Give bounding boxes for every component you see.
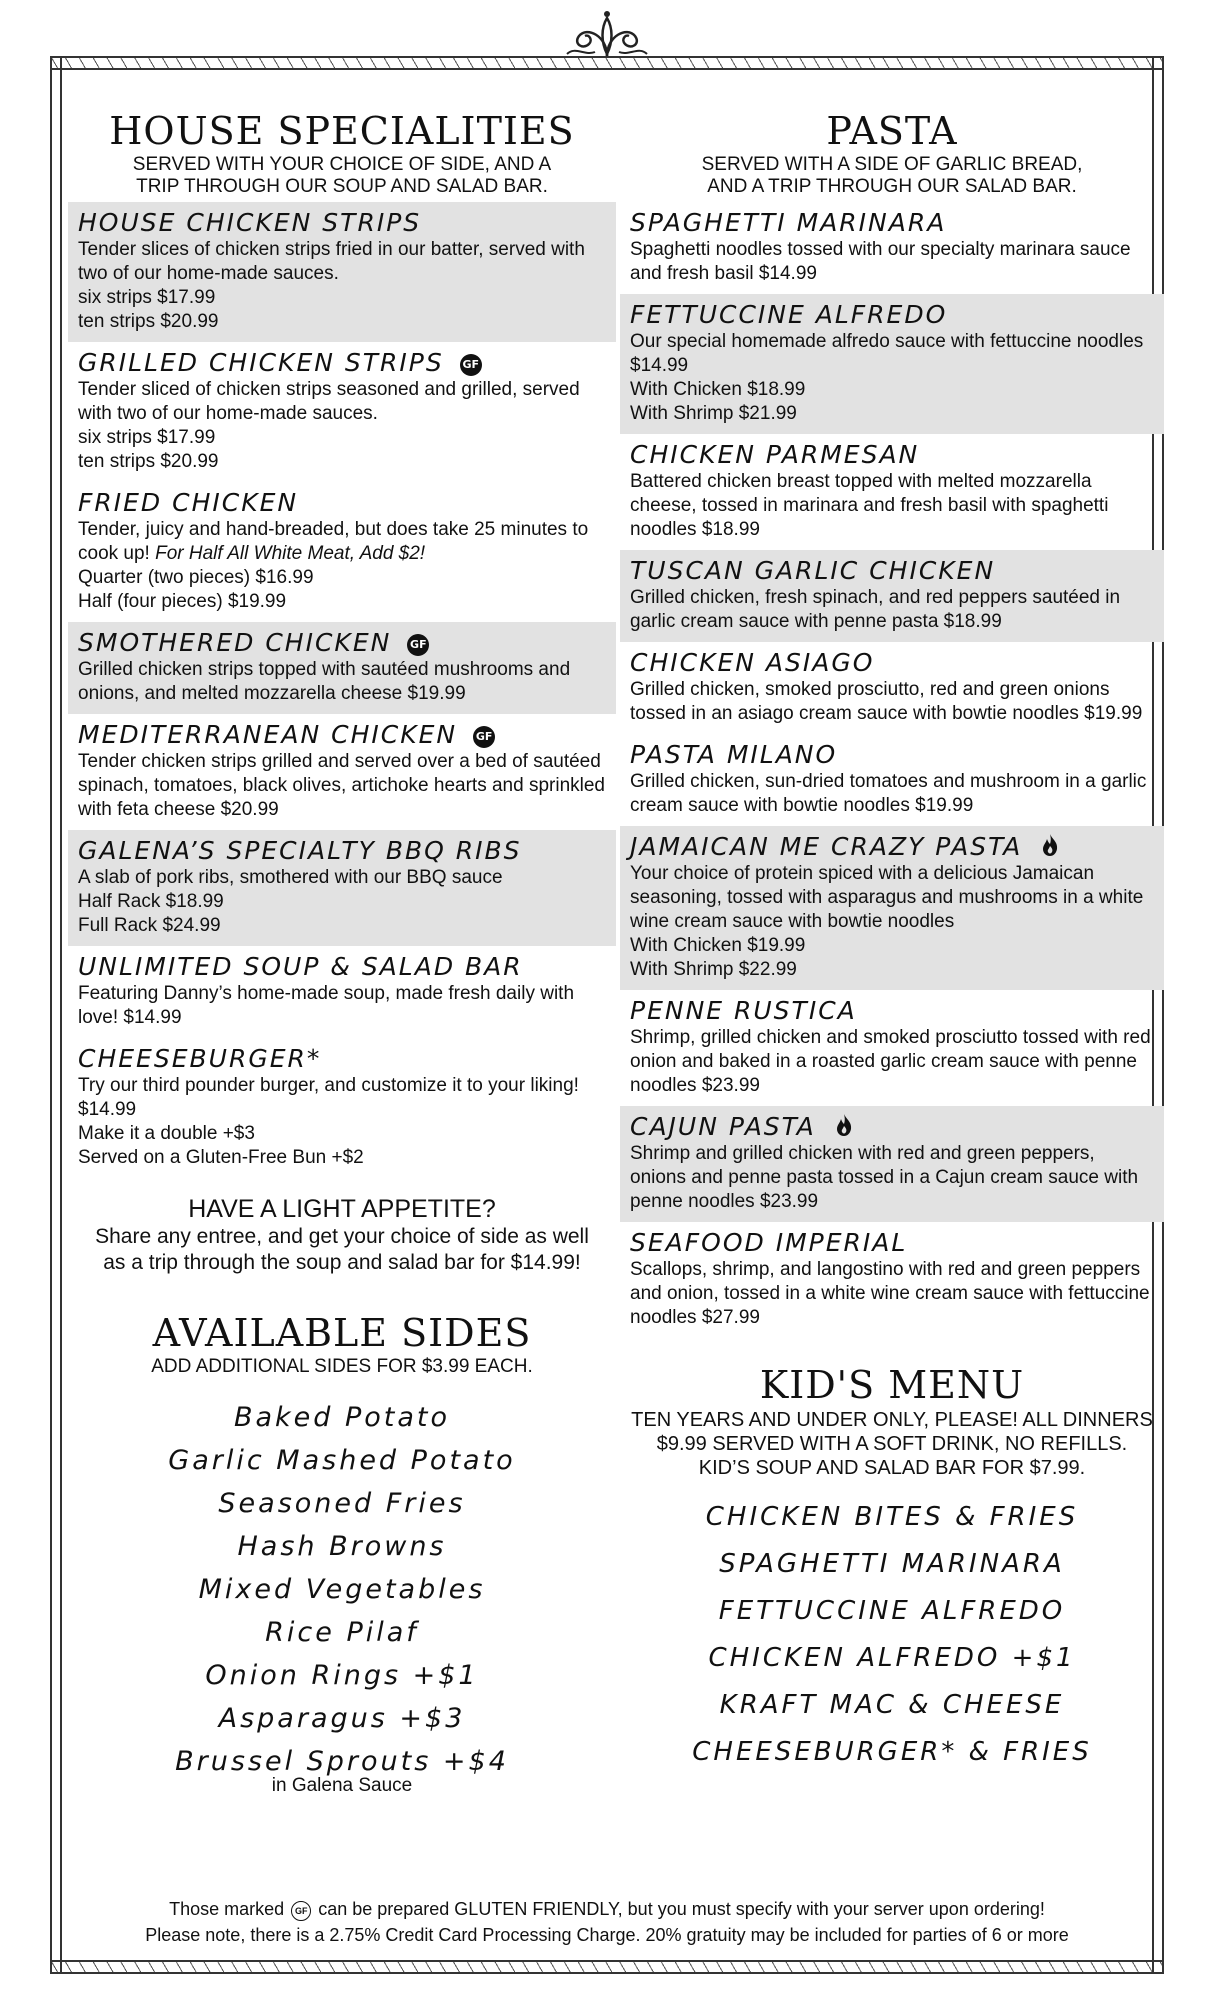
item-description: Grilled chicken, fresh spinach, and red peppers sautéed in garlic cream sauce with penne pasta $18.99 [630,587,1121,632]
item-name: CHICKEN PARMESAN [630,440,920,469]
item-name: SEAFOOD IMPERIAL [630,1228,908,1257]
menu-item [620,1222,1164,1338]
menu-item [68,830,616,946]
gluten-free-icon: GF [291,1901,311,1921]
menu-item [620,1106,1164,1222]
kids-item: CHEESEBURGER* & FRIES [692,1737,1092,1767]
item-name: CHICKEN ASIAGO [630,648,875,677]
item-name: SPAGHETTI MARINARA [630,208,947,237]
spicy-flame-icon [834,1113,854,1137]
item-description: Your choice of protein spiced with a delicious Jamaican seasoning, tossed with asparagus and mushrooms in a white wine cream sauce with bowtie noodles [630,863,1144,932]
footer-text: Those marked [169,1899,285,1919]
item-name: HOUSE CHICKEN STRIPS [78,208,422,237]
item-description: Tender slices of chicken strips fried in our batter, served with two of our home-made sauces. [78,239,585,284]
item-description: Tender chicken strips grilled and served over a bed of sautéed spinach, tomatoes, black olives, artichoke hearts and sprinkled with feta cheese $20.99 [78,751,605,820]
footer [80,1896,1134,1948]
item-description: Grilled chicken, sun-dried tomatoes and mushroom in a garlic cream sauce with bowtie noodles $19.99 [630,771,1147,816]
item-price: Quarter (two pieces) $16.99 [78,567,314,588]
light-appetite-title: HAVE A LIGHT APPETITE? [188,1195,496,1223]
item-description-row [78,518,606,566]
item-description: Try our third pounder burger, and customize it to your liking! $14.99 [78,1075,579,1120]
item-name-row [78,720,606,750]
side-item: Asparagus +$3 [218,1703,466,1734]
sides-list [68,1396,616,1783]
item-price: Full Rack $24.99 [78,915,221,936]
pasta-subtitle-line1: SERVED WITH A SIDE OF GARLIC BREAD, [701,154,1083,175]
side-item: Hash Browns [237,1531,447,1562]
item-note: Make it a double +$3 [78,1123,255,1144]
side-item: Baked Potato [233,1402,451,1433]
item-name: UNLIMITED SOUP & SALAD BAR [78,952,523,981]
gluten-free-icon: GF [460,354,482,376]
item-description: Spaghetti noodles tossed with our specialty marinara sauce and fresh basil $14.99 [630,239,1131,284]
item-price: six strips $17.99 [78,287,216,308]
item-price: ten strips $20.99 [78,311,219,332]
left-column [68,108,616,1797]
item-name: MEDITERRANEAN CHICKEN [78,720,458,749]
item-price: With Shrimp $21.99 [630,403,797,424]
kids-item: KRAFT MAC & CHEESE [719,1690,1065,1720]
house-subtitle-line1: SERVED WITH YOUR CHOICE OF SIDE, AND A [132,154,552,175]
item-description: Battered chicken breast topped with melted mozzarella cheese, tossed in marinara and fresh basil with spaghetti noodles $18.99 [630,471,1109,540]
side-item: Mixed Vegetables [198,1574,486,1605]
light-appetite-box [68,1194,616,1276]
kids-item: SPAGHETTI MARINARA [719,1549,1065,1579]
item-price: With Chicken $18.99 [630,379,806,400]
item-name: SMOTHERED CHICKEN [78,628,392,657]
kids-list [620,1494,1164,1776]
gluten-free-icon: GF [407,634,429,656]
spicy-flame-icon [1040,833,1060,857]
item-description: Shrimp, grilled chicken and smoked prosciutto tossed with red onion and baked in a roasted garlic cream sauce with penne noodles $23.99 [630,1027,1151,1096]
menu-item [620,642,1164,734]
menu-item [68,482,616,622]
sides-subtitle: ADD ADDITIONAL SIDES FOR $3.99 EACH. [151,1356,533,1377]
menu-item [68,714,616,830]
item-description: A slab of pork ribs, smothered with our BBQ sauce [78,867,503,888]
side-item: Brussel Sprouts +$4 [175,1746,509,1777]
kids-subtitle: KID’S SOUP AND SALAD BAR FOR $7.99. [698,1457,1086,1479]
item-price: six strips $17.99 [78,427,216,448]
kids-item: CHICKEN ALFREDO +$1 [708,1643,1076,1673]
item-name: FETTUCCINE ALFREDO [630,300,948,329]
item-name: PASTA MILANO [630,740,838,769]
left-border [50,56,62,1972]
item-description: Shrimp and grilled chicken with red and green peppers, onions and penne pasta tossed in a Cajun cream sauce with penne noodles $23.99 [630,1143,1139,1212]
kids-subtitle: $9.99 SERVED WITH A SOFT DRINK, NO REFILLS. [656,1433,1128,1455]
item-price: Half Rack $18.99 [78,891,224,912]
item-name-row [630,1112,1154,1142]
house-specialities-title: HOUSE SPECIALITIES [109,109,575,153]
item-name: TUSCAN GARLIC CHICKEN [630,556,996,585]
kids-item: CHICKEN BITES & FRIES [705,1502,1079,1532]
menu-item [620,550,1164,642]
scroll-ornament-icon [557,6,657,60]
item-price: With Chicken $19.99 [630,935,806,956]
item-price: Half (four pieces) $19.99 [78,591,287,612]
footer-text: can be prepared GLUTEN FRIENDLY, but you must specify with your server upon ordering! [318,1899,1045,1919]
item-name-row [630,832,1154,862]
bottom-border [50,1960,1164,1974]
menu-item [620,202,1164,294]
menu-item [620,990,1164,1106]
menu-item [68,1038,616,1178]
side-item: Onion Rings +$1 [205,1660,479,1691]
side-item: Rice Pilaf [265,1617,419,1648]
kids-subtitle: TEN YEARS AND UNDER ONLY, PLEASE! ALL DINNERS [631,1409,1153,1431]
item-name: CAJUN PASTA [630,1112,816,1141]
item-name: PENNE RUSTICA [630,996,857,1025]
pasta-title: PASTA [826,109,958,153]
menu-item [620,826,1164,990]
right-column [620,108,1164,1776]
light-appetite-text: Share any entree, and get your choice of side as well [95,1225,589,1248]
item-note: Served on a Gluten-Free Bun +$2 [78,1147,364,1168]
menu-item [68,946,616,1038]
side-item: Seasoned Fries [218,1488,466,1519]
item-description: Our special homemade alfredo sauce with fettuccine noodles $14.99 [630,331,1144,376]
menu-item [620,734,1164,826]
side-item: Garlic Mashed Potato [168,1445,516,1476]
kids-item: FETTUCCINE ALFREDO [718,1596,1066,1626]
house-subtitle-line2: TRIP THROUGH OUR SOUP AND SALAD BAR. [136,176,548,197]
light-appetite-text: as a trip through the soup and salad bar for $14.99! [103,1251,581,1274]
side-item-note: in Galena Sauce [271,1775,413,1796]
item-note: For Half All White Meat, Add $2! [155,543,426,564]
item-name-row [78,628,606,658]
item-name: FRIED CHICKEN [78,488,299,517]
menu-item [68,202,616,342]
item-price: With Shrimp $22.99 [630,959,797,980]
footer-charge-note: Please note, there is a 2.75% Credit Card Processing Charge. 20% gratuity may be included for parties of 6 or more [145,1925,1069,1945]
item-name: CHEESEBURGER* [78,1044,322,1073]
item-name: GRILLED CHICKEN STRIPS [78,348,444,377]
menu-item [620,434,1164,550]
menu-item [68,342,616,482]
item-description: Tender sliced of chicken strips seasoned and grilled, served with two of our home-made sauces. [78,379,580,424]
item-description: Featuring Danny’s home-made soup, made fresh daily with love! $14.99 [78,983,575,1028]
available-sides-title: AVAILABLE SIDES [152,1311,532,1355]
gluten-free-icon: GF [473,726,495,748]
item-name: JAMAICAN ME CRAZY PASTA [630,832,1023,861]
item-description: Tender, juicy and hand-breaded, but does take 25 minutes to cook up! [78,519,589,564]
item-description: Grilled chicken strips topped with sautéed mushrooms and onions, and melted mozzarella cheese $19.99 [78,659,571,704]
footer-gluten-note [80,1896,1134,1922]
menu-item [68,622,616,714]
item-price: ten strips $20.99 [78,451,219,472]
item-name-row [78,348,606,378]
item-description: Grilled chicken, smoked prosciutto, red and green onions tossed in an asiago cream sauce with bowtie noodles $19.99 [630,679,1143,724]
kids-menu-title: KID'S MENU [759,1363,1025,1407]
menu-item [620,294,1164,434]
item-name: GALENA’S SPECIALTY BBQ RIBS [78,836,522,865]
item-description: Scallops, shrimp, and langostino with red and green peppers and onion, tossed in a white wine cream sauce with fettuccine noodles $27.99 [630,1259,1150,1328]
pasta-subtitle-line2: AND A TRIP THROUGH OUR SALAD BAR. [707,176,1077,197]
